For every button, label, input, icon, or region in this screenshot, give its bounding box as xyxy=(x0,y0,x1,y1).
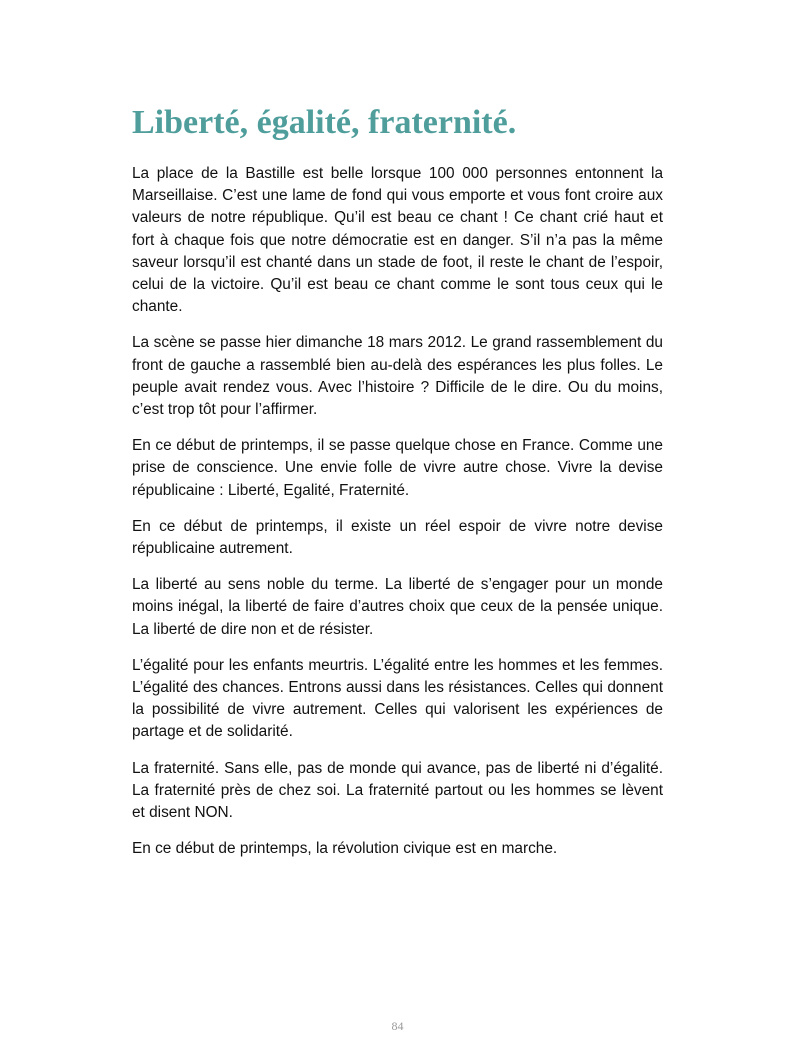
page-number: 84 xyxy=(391,1019,404,1033)
paragraph-2: La scène se passe hier dimanche 18 mars 2012. Le grand rassemblement du front de gauche a rassemblé bien au-delà des espérances les plus folles. Le peuple avait rendez vous. Avec l’histoire ? Difficile de le dire. Ou du moins, c’est trop tôt pour l’affirmer. xyxy=(132,334,663,419)
paragraph-1: La place de la Bastille est belle lorsque 100 000 personnes entonnent la Marseillaise. C’est une lame de fond qui vous emporte et vous font croire aux valeurs de notre république. Qu’il est beau ce chant ! Ce chant crié haut et fort à chaque fois que notre démocratie est en danger. S’il n’a pas la même saveur lorsqu’il est chanté dans un stade de foot, il reste le chant de l’espoir, celui de la victoire. Qu’il est beau ce chant comme le sont tous ceux qui le chante. xyxy=(132,165,663,316)
page-title: Liberté, égalité, fraternité. xyxy=(132,104,517,141)
paragraph-4: En ce début de printemps, il existe un réel espoir de vivre notre devise républicaine autrement. xyxy=(132,517,663,558)
article-body xyxy=(132,163,663,874)
paragraph-8: En ce début de printemps, la révolution civique est en marche. xyxy=(132,840,558,858)
paragraph-3: En ce début de printemps, il se passe quelque chose en France. Comme une prise de conscience. Une envie folle de vivre autre chose. Vivre la devise républicaine : Liberté, Egalité, Fraternité. xyxy=(132,437,663,499)
paragraph-5: La liberté au sens noble du terme. La liberté de s’engager pour un monde moins inégal, la liberté de faire d’autres choix que ceux de la pensée unique. La liberté de dire non et de résister. xyxy=(132,576,663,638)
paragraph-6: L’égalité pour les enfants meurtris. L’égalité entre les hommes et les femmes. L’égalité des chances. Entrons aussi dans les résistances. Celles qui donnent la possibilité de vivre autrement. Celles qui valorisent les expériences de partage et de solidarité. xyxy=(132,656,663,741)
paragraph-7: La fraternité. Sans elle, pas de monde qui avance, pas de liberté ni d’égalité. La fraternité près de chez soi. La fraternité partout ou les hommes se lèvent et disent NON. xyxy=(132,759,663,822)
